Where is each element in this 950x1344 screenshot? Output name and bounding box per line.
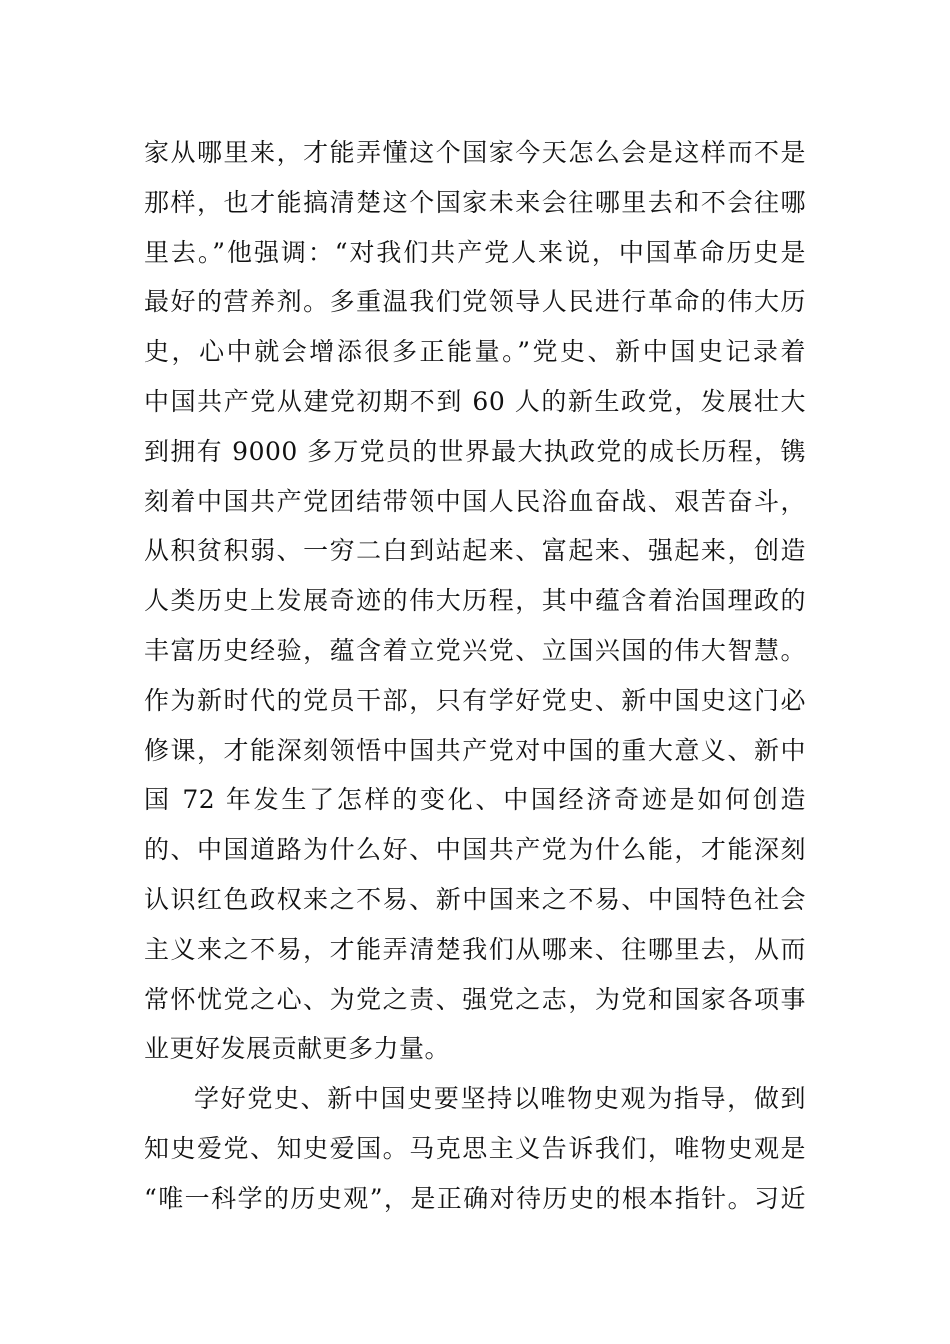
text-line: 刻着中国共产党团结带领中国人民浴血奋战、艰苦奋斗， <box>144 486 806 516</box>
text-line: 知史爱党、知史爱国。马克思主义告诉我们，唯物史观是 <box>144 1133 806 1163</box>
text-line: 认识红色政权来之不易、新中国来之不易、中国特色社会 <box>144 884 806 914</box>
text-line: 丰富历史经验，蕴含着立党兴党、立国兴国的伟大智慧。 <box>144 635 806 665</box>
text-line: 修课，才能深刻领悟中国共产党对中国的重大意义、新中 <box>144 735 806 765</box>
text-line: 国 72 年发生了怎样的变化、中国经济奇迹是如何创造 <box>144 785 806 815</box>
text-line: 最好的营养剂。多重温我们党领导人民进行革命的伟大历 <box>144 287 806 317</box>
text-line: 那样，也才能搞清楚这个国家未来会往哪里去和不会往哪 <box>144 187 806 217</box>
text-line: 作为新时代的党员干部，只有学好党史、新中国史这门必 <box>144 685 806 715</box>
body-text <box>144 128 806 1224</box>
text-line: 中国共产党从建党初期不到 60 人的新生政党，发展壮大 <box>144 386 806 416</box>
text-line: 主义来之不易，才能弄清楚我们从哪来、往哪里去，从而 <box>144 934 806 964</box>
text-line: 到拥有 9000 多万党员的世界最大执政党的成长历程，镌 <box>144 436 806 466</box>
text-line: 业更好发展贡献更多力量。 <box>144 1034 451 1064</box>
text-line: 常怀忧党之心、为党之责、强党之志，为党和国家各项事 <box>144 984 806 1014</box>
text-line: 的、中国道路为什么好、中国共产党为什么能，才能深刻 <box>144 835 806 865</box>
text-line: 里去。”他强调：“对我们共产党人来说，中国革命历史是 <box>144 237 806 267</box>
text-line: 人类历史上发展奇迹的伟大历程，其中蕴含着治国理政的 <box>144 586 806 616</box>
paragraph-first-line: 学好党史、新中国史要坚持以唯物史观为指导，做到 <box>194 1084 806 1114</box>
text-line: 家从哪里来，才能弄懂这个国家今天怎么会是这样而不是 <box>144 138 806 167</box>
text-line: 从积贫积弱、一穷二白到站起来、富起来、强起来，创造 <box>144 536 806 566</box>
text-line: 史，心中就会增添很多正能量。”党史、新中国史记录着 <box>144 337 806 367</box>
text-line: “唯一科学的历史观”，是正确对待历史的根本指针。习近 <box>144 1183 806 1213</box>
